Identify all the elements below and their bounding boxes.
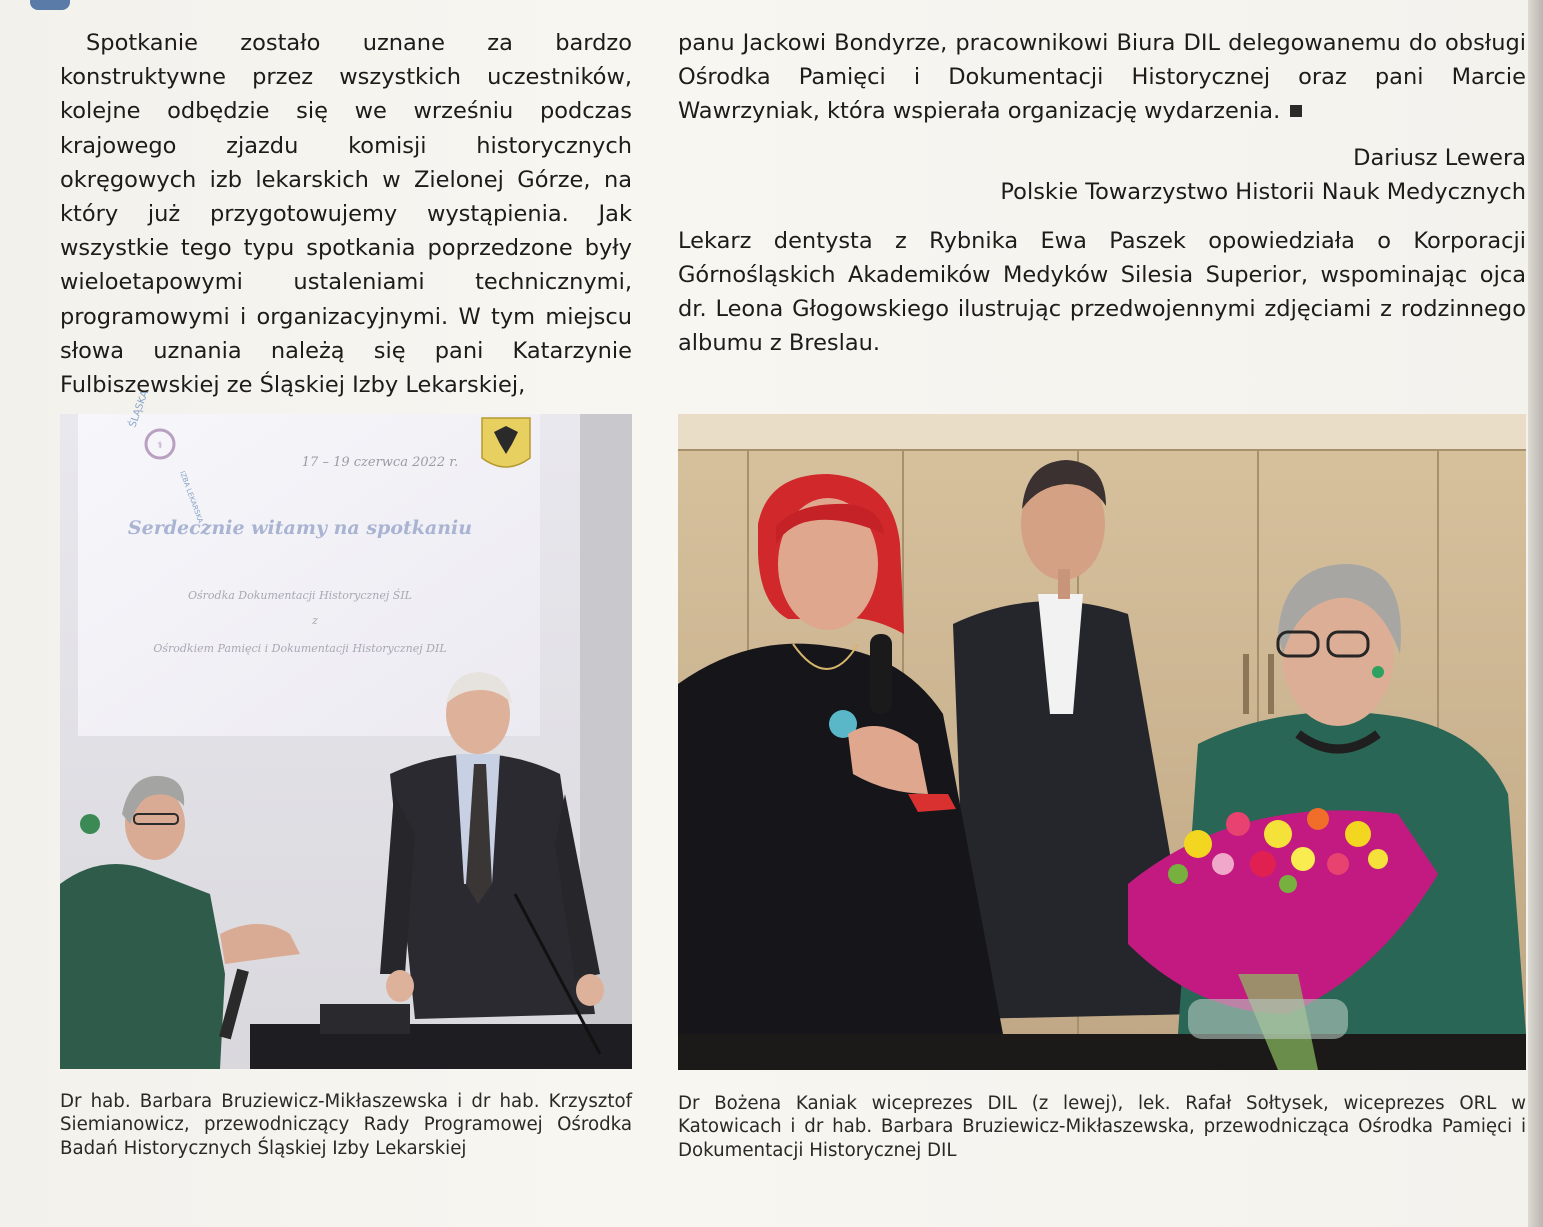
caption-left-photo: Dr hab. Barbara Bruziewicz-Mikłaszewska i dr hab. Krzysztof Siemianowicz, przewodniczący Rady Programowej Ośrodka Badań Historycznych Śląskiej Izby Lekarskiej — [60, 1091, 632, 1159]
right-column-paragraph — [678, 26, 1526, 129]
photo-left-illustration — [60, 389, 632, 1069]
author-signature — [678, 141, 1526, 209]
left-column-paragraph: Spotkanie zostało uznane za bardzo konstruktywne przez wszystkich uczestników, kolejne odbędzie się we wrześniu podczas krajowego zjazdu komisji historycznych okręgowych izb lekarskich w Zielonej Górze, na który już przygotowujemy wystąpienia. Jak wszystkie tego typu spotkania poprzedzone były wieloetapowymi ustaleniami technicznymi, programowymi i organizacyjnymi. W tym miejscu słowa uznania należą się pani Katarzynie Fulbiszewskiej ze Śląskiej Izby Lekarskiej, — [60, 30, 632, 399]
left-text-column — [60, 26, 632, 402]
svg-text:⚕: ⚕ — [157, 441, 163, 451]
logo-text-top: ŚLĄSKA — [127, 389, 151, 430]
screen-line-1: Ośrodka Dokumentacji Historycznej ŚIL — [187, 589, 413, 602]
photo-presentation-speakers — [60, 389, 632, 1069]
logo-text-bottom: IZBA LEKARSKA — [178, 469, 205, 525]
right-column-paragraph-text: panu Jackowi Bondyrze, pracownikowi Biura DIL delegowanemu do obsługi Ośrodka Pamięci i Dokumentacji Historycznej oraz pani Marcie Wawrzyniak, która wspierała organizację wydarzenia. — [678, 30, 1526, 125]
screen-date: 17 – 19 czerwca 2022 r. — [301, 455, 459, 470]
page-edge-shadow — [1528, 0, 1543, 1227]
photo-three-people-with-flowers — [678, 414, 1526, 1070]
caption-right-photo: Dr Bożena Kaniak wiceprezes DIL (z lewej), lek. Rafał Sołtysek, wiceprezes ORL w Katowicach i dr hab. Barbara Bruziewicz-Mikłaszewska, przewodnicząca Ośrodka Pamięci i Dokumentacji Historycznej DIL — [678, 1093, 1526, 1161]
end-of-article-mark — [1290, 105, 1302, 117]
second-article-paragraph: Lekarz dentysta z Rybnika Ewa Paszek opowiedziała o Korporacji Górnośląskich Akademików Medyków Silesia Superior, wspominając ojca dr. Leona Głogowskiego ilustrując przedwojennymi zdjęciami z rodzinnego albumu z Breslau. — [678, 227, 1526, 357]
right-text-column — [678, 26, 1526, 360]
corner-tab-decoration — [30, 0, 70, 10]
screen-line-2: z — [312, 614, 318, 627]
screen-line-3: Ośrodkiem Pamięci i Dokumentacji Historycznej DIL — [153, 642, 447, 655]
photo-right-illustration — [678, 414, 1526, 1070]
author-name: Dariusz Lewera — [1353, 144, 1526, 171]
author-affiliation: Polskie Towarzystwo Historii Nauk Medycznych — [1000, 178, 1526, 205]
screen-greeting: Serdecznie witamy na spotkaniu — [127, 517, 473, 539]
